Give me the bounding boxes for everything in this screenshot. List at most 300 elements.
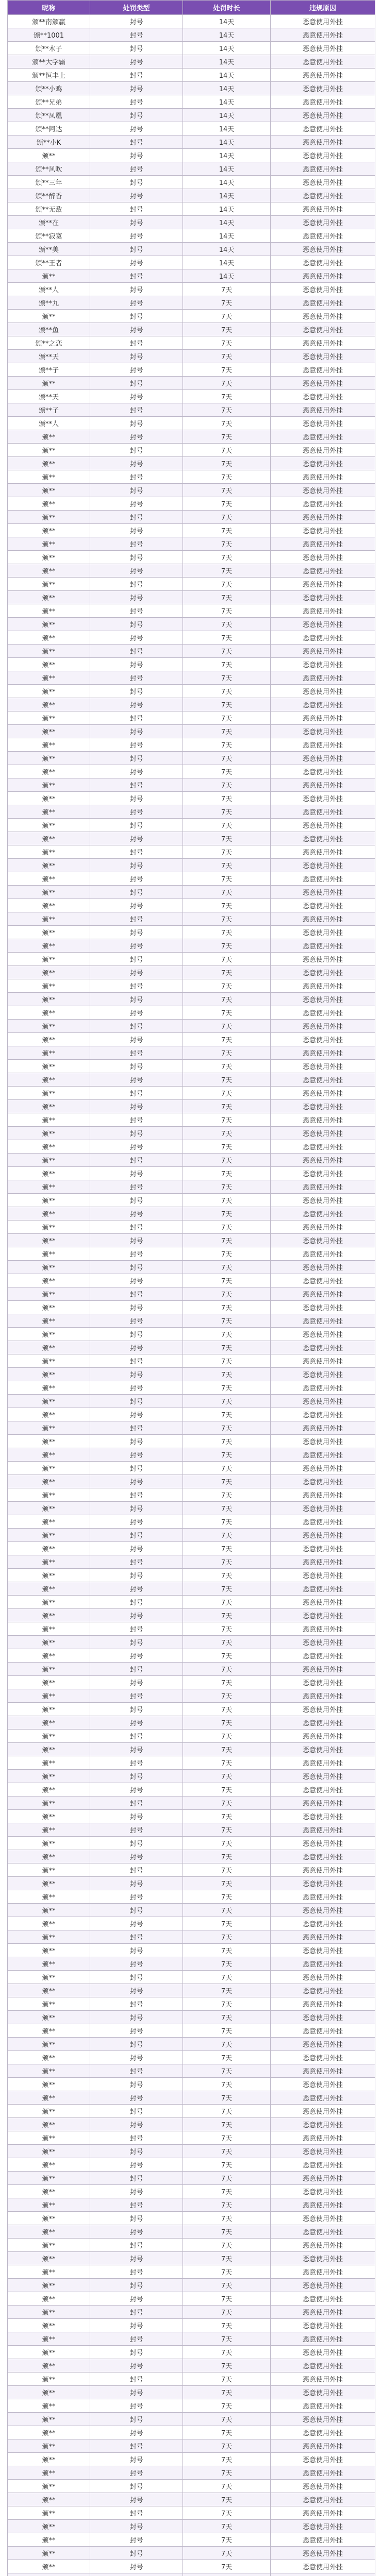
cell-nickname: 颁**	[8, 1234, 90, 1247]
cell-penalty-type: 封号	[90, 1984, 183, 1997]
cell-violation-reason: 恶意使用外挂	[271, 122, 375, 135]
cell-nickname: 颁**	[8, 1904, 90, 1917]
cell-violation-reason: 恶意使用外挂	[271, 2038, 375, 2051]
cell-violation-reason: 恶意使用外挂	[271, 2145, 375, 2158]
cell-penalty-duration: 7天	[183, 1368, 271, 1381]
table-row	[8, 1890, 375, 1904]
cell-violation-reason: 恶意使用外挂	[271, 1582, 375, 1596]
table-row	[8, 832, 375, 845]
cell-violation-reason: 恶意使用外挂	[271, 296, 375, 310]
cell-penalty-duration: 14天	[183, 149, 271, 162]
cell-nickname: 颁**	[8, 1770, 90, 1783]
cell-violation-reason: 恶意使用外挂	[271, 1609, 375, 1622]
cell-violation-reason: 恶意使用外挂	[271, 631, 375, 645]
cell-penalty-type: 封号	[90, 1997, 183, 2011]
cell-penalty-duration: 7天	[183, 2158, 271, 2172]
cell-penalty-duration: 7天	[183, 1984, 271, 1997]
cell-penalty-type: 封号	[90, 2185, 183, 2198]
table-row	[8, 2158, 375, 2172]
cell-penalty-type: 封号	[90, 1930, 183, 1944]
cell-penalty-duration: 7天	[183, 1033, 271, 1046]
cell-penalty-type: 封号	[90, 2560, 183, 2573]
cell-penalty-type: 封号	[90, 484, 183, 497]
table-row	[8, 162, 375, 176]
cell-penalty-type: 封号	[90, 698, 183, 711]
cell-penalty-duration: 7天	[183, 444, 271, 457]
cell-nickname: 颁**醉香	[8, 189, 90, 202]
cell-violation-reason: 恶意使用外挂	[271, 2051, 375, 2064]
cell-penalty-type: 封号	[90, 792, 183, 805]
cell-violation-reason: 恶意使用外挂	[271, 2547, 375, 2560]
table-row	[8, 1006, 375, 1020]
cell-penalty-duration: 7天	[183, 2265, 271, 2279]
table-row	[8, 524, 375, 537]
cell-penalty-type: 封号	[90, 1756, 183, 1770]
cell-penalty-type: 封号	[90, 511, 183, 524]
cell-penalty-duration: 7天	[183, 1515, 271, 1529]
table-row	[8, 2265, 375, 2279]
table-row	[8, 1582, 375, 1596]
cell-nickname: 颁**	[8, 1247, 90, 1261]
cell-penalty-duration: 7天	[183, 2239, 271, 2252]
cell-penalty-duration: 7天	[183, 2292, 271, 2306]
cell-penalty-type: 封号	[90, 1395, 183, 1408]
cell-violation-reason: 恶意使用外挂	[271, 1020, 375, 1033]
cell-penalty-duration: 7天	[183, 1154, 271, 1167]
cell-violation-reason: 恶意使用外挂	[271, 1890, 375, 1904]
table-row	[8, 457, 375, 470]
cell-penalty-duration: 7天	[183, 792, 271, 805]
cell-penalty-duration: 7天	[183, 1100, 271, 1113]
cell-penalty-type: 封号	[90, 2319, 183, 2332]
cell-nickname: 颁**	[8, 1622, 90, 1636]
cell-nickname: 颁**	[8, 1515, 90, 1529]
cell-penalty-duration: 7天	[183, 1328, 271, 1341]
table-row	[8, 430, 375, 444]
cell-violation-reason: 恶意使用外挂	[271, 189, 375, 202]
table-row	[8, 1435, 375, 1448]
cell-penalty-duration: 7天	[183, 1703, 271, 1716]
cell-nickname: 颁**	[8, 537, 90, 551]
cell-penalty-duration: 7天	[183, 1957, 271, 1971]
table-row	[8, 2306, 375, 2319]
cell-penalty-duration: 7天	[183, 1609, 271, 1622]
cell-penalty-duration: 7天	[183, 2024, 271, 2038]
cell-nickname: 颁**	[8, 1649, 90, 1663]
cell-penalty-duration: 7天	[183, 819, 271, 832]
cell-penalty-duration: 7天	[183, 1488, 271, 1502]
table-row	[8, 564, 375, 578]
table-row	[8, 778, 375, 792]
cell-penalty-type: 封号	[90, 1154, 183, 1167]
cell-nickname: 颁**	[8, 2547, 90, 2560]
cell-violation-reason: 恶意使用外挂	[271, 711, 375, 725]
cell-nickname: 颁**	[8, 711, 90, 725]
cell-violation-reason: 恶意使用外挂	[271, 953, 375, 966]
table-row	[8, 1863, 375, 1877]
cell-nickname: 颁**王者	[8, 256, 90, 269]
cell-violation-reason: 恶意使用外挂	[271, 2359, 375, 2372]
cell-penalty-type: 封号	[90, 591, 183, 604]
table-row	[8, 336, 375, 350]
cell-penalty-duration: 7天	[183, 1596, 271, 1609]
cell-penalty-duration: 7天	[183, 1502, 271, 1515]
cell-violation-reason: 恶意使用外挂	[271, 591, 375, 604]
table-header-row	[8, 1, 375, 15]
table-row	[8, 912, 375, 926]
cell-penalty-duration: 7天	[183, 1314, 271, 1328]
cell-nickname: 颁**	[8, 2426, 90, 2439]
cell-nickname: 颁**	[8, 1676, 90, 1689]
cell-nickname: 颁**	[8, 2011, 90, 2024]
cell-nickname: 颁**	[8, 1314, 90, 1328]
cell-penalty-type: 封号	[90, 403, 183, 417]
table-row	[8, 2024, 375, 2038]
cell-violation-reason: 恶意使用外挂	[271, 1837, 375, 1850]
cell-penalty-type: 封号	[90, 819, 183, 832]
cell-penalty-duration: 7天	[183, 1850, 271, 1863]
table-row	[8, 1113, 375, 1127]
cell-penalty-duration: 7天	[183, 1020, 271, 1033]
cell-violation-reason: 恶意使用外挂	[271, 1797, 375, 1810]
table-row	[8, 1917, 375, 1930]
cell-penalty-duration: 14天	[183, 135, 271, 149]
table-row	[8, 2051, 375, 2064]
cell-violation-reason: 恶意使用外挂	[271, 1221, 375, 1234]
cell-penalty-type: 封号	[90, 1073, 183, 1087]
cell-penalty-type: 封号	[90, 1770, 183, 1783]
cell-penalty-type: 封号	[90, 671, 183, 685]
cell-violation-reason: 恶意使用外挂	[271, 2158, 375, 2172]
cell-penalty-duration: 7天	[183, 1087, 271, 1100]
cell-violation-reason: 恶意使用外挂	[271, 792, 375, 805]
table-row	[8, 256, 375, 269]
cell-penalty-type: 封号	[90, 2158, 183, 2172]
cell-nickname: 颁**	[8, 993, 90, 1006]
cell-violation-reason: 恶意使用外挂	[271, 899, 375, 912]
table-row	[8, 1328, 375, 1341]
cell-penalty-type: 封号	[90, 1703, 183, 1716]
table-row	[8, 2413, 375, 2426]
cell-penalty-duration: 7天	[183, 658, 271, 671]
cell-penalty-type: 封号	[90, 1917, 183, 1930]
cell-penalty-type: 封号	[90, 82, 183, 95]
cell-penalty-duration: 7天	[183, 1756, 271, 1770]
cell-penalty-duration: 7天	[183, 1863, 271, 1877]
cell-penalty-duration: 7天	[183, 1542, 271, 1555]
cell-violation-reason: 恶意使用外挂	[271, 55, 375, 69]
cell-nickname: 颁**	[8, 2346, 90, 2359]
cell-penalty-type: 封号	[90, 2413, 183, 2426]
table-row	[8, 1716, 375, 1730]
table-row	[8, 82, 375, 95]
cell-penalty-type: 封号	[90, 390, 183, 403]
cell-nickname: 颁**	[8, 1596, 90, 1609]
table-row	[8, 323, 375, 336]
cell-violation-reason: 恶意使用外挂	[271, 1073, 375, 1087]
cell-penalty-duration: 7天	[183, 2547, 271, 2560]
cell-penalty-duration: 7天	[183, 966, 271, 979]
cell-violation-reason: 恶意使用外挂	[271, 1328, 375, 1341]
cell-violation-reason: 恶意使用外挂	[271, 1046, 375, 1060]
cell-penalty-type: 封号	[90, 1636, 183, 1649]
cell-nickname: 颁**	[8, 698, 90, 711]
cell-violation-reason: 恶意使用外挂	[271, 2332, 375, 2346]
cell-penalty-duration: 7天	[183, 1783, 271, 1797]
cell-penalty-type: 封号	[90, 966, 183, 979]
cell-penalty-duration: 7天	[183, 2172, 271, 2185]
cell-violation-reason: 恶意使用外挂	[271, 1234, 375, 1247]
cell-nickname: 颁**	[8, 2506, 90, 2520]
cell-penalty-type: 封号	[90, 202, 183, 216]
cell-penalty-type: 封号	[90, 256, 183, 269]
table-row	[8, 363, 375, 377]
cell-violation-reason: 恶意使用外挂	[271, 135, 375, 149]
cell-penalty-duration: 7天	[183, 1060, 271, 1073]
cell-violation-reason: 恶意使用外挂	[271, 1261, 375, 1274]
cell-violation-reason: 恶意使用外挂	[271, 363, 375, 377]
cell-violation-reason: 恶意使用外挂	[271, 1274, 375, 1287]
cell-nickname: 颁**三年	[8, 176, 90, 189]
table-row	[8, 2292, 375, 2306]
table-row	[8, 1984, 375, 1997]
cell-nickname: 颁**	[8, 1381, 90, 1395]
cell-penalty-duration: 7天	[183, 551, 271, 564]
cell-penalty-type: 封号	[90, 122, 183, 135]
cell-penalty-type: 封号	[90, 912, 183, 926]
table-row	[8, 711, 375, 725]
cell-penalty-type: 封号	[90, 363, 183, 377]
cell-violation-reason: 恶意使用外挂	[271, 497, 375, 511]
cell-penalty-duration: 7天	[183, 430, 271, 444]
cell-nickname: 颁**	[8, 2319, 90, 2332]
table-row	[8, 135, 375, 149]
cell-penalty-type: 封号	[90, 1475, 183, 1488]
table-row	[8, 1341, 375, 1354]
table-row	[8, 2118, 375, 2131]
cell-penalty-type: 封号	[90, 2011, 183, 2024]
cell-penalty-type: 封号	[90, 2533, 183, 2547]
cell-penalty-duration: 7天	[183, 2493, 271, 2506]
cell-nickname: 颁**子	[8, 403, 90, 417]
cell-penalty-type	[90, 2573, 183, 2576]
table-row	[8, 2011, 375, 2024]
cell-nickname: 颁**	[8, 1060, 90, 1073]
cell-penalty-duration: 7天	[183, 1475, 271, 1488]
cell-penalty-type: 封号	[90, 430, 183, 444]
cell-penalty-type: 封号	[90, 2091, 183, 2105]
table-row	[8, 202, 375, 216]
cell-penalty-type: 封号	[90, 1582, 183, 1596]
table-row	[8, 1596, 375, 1609]
table-row	[8, 1904, 375, 1917]
cell-violation-reason: 恶意使用外挂	[271, 470, 375, 484]
cell-violation-reason: 恶意使用外挂	[271, 109, 375, 122]
cell-penalty-duration: 7天	[183, 296, 271, 310]
table-row	[8, 1421, 375, 1435]
cell-penalty-type: 封号	[90, 2386, 183, 2399]
cell-penalty-type: 封号	[90, 1730, 183, 1743]
table-row	[8, 1756, 375, 1770]
cell-penalty-duration: 14天	[183, 162, 271, 176]
cell-penalty-type: 封号	[90, 872, 183, 886]
table-row	[8, 2131, 375, 2145]
cell-violation-reason: 恶意使用外挂	[271, 1636, 375, 1649]
cell-nickname: 颁**南颁赢	[8, 15, 90, 28]
table-row	[8, 1194, 375, 1207]
cell-nickname: 颁**	[8, 457, 90, 470]
cell-penalty-duration: 7天	[183, 1930, 271, 1944]
cell-violation-reason: 恶意使用外挂	[271, 1649, 375, 1663]
table-row	[8, 698, 375, 711]
cell-penalty-type: 封号	[90, 2279, 183, 2292]
cell-penalty-duration: 14天	[183, 122, 271, 135]
cell-violation-reason: 恶意使用外挂	[271, 2453, 375, 2466]
cell-penalty-duration: 7天	[183, 1180, 271, 1194]
cell-penalty-type: 封号	[90, 1221, 183, 1234]
cell-penalty-type: 封号	[90, 1100, 183, 1113]
cell-penalty-duration: 7天	[183, 390, 271, 403]
cell-violation-reason: 恶意使用外挂	[271, 1863, 375, 1877]
cell-penalty-duration: 7天	[183, 1837, 271, 1850]
cell-penalty-type: 封号	[90, 2265, 183, 2279]
cell-violation-reason: 恶意使用外挂	[271, 1207, 375, 1221]
cell-penalty-type: 封号	[90, 135, 183, 149]
table-row	[8, 1636, 375, 1649]
cell-nickname: 颁**	[8, 551, 90, 564]
cell-violation-reason: 恶意使用外挂	[271, 1354, 375, 1368]
cell-penalty-duration: 7天	[183, 2359, 271, 2372]
cell-penalty-type: 封号	[90, 658, 183, 671]
table-row	[8, 1783, 375, 1797]
cell-penalty-duration: 7天	[183, 912, 271, 926]
cell-violation-reason: 恶意使用外挂	[271, 886, 375, 899]
cell-penalty-type: 封号	[90, 1877, 183, 1890]
cell-penalty-duration: 7天	[183, 805, 271, 819]
table-row	[8, 484, 375, 497]
cell-penalty-duration: 14天	[183, 109, 271, 122]
cell-nickname: 颁**	[8, 1100, 90, 1113]
cell-nickname: 颁**	[8, 564, 90, 578]
table-row	[8, 1087, 375, 1100]
table-row	[8, 1877, 375, 1890]
cell-violation-reason: 恶意使用外挂	[271, 1113, 375, 1127]
cell-penalty-type: 封号	[90, 95, 183, 109]
cell-violation-reason: 恶意使用外挂	[271, 1904, 375, 1917]
cell-violation-reason: 恶意使用外挂	[271, 765, 375, 778]
cell-penalty-type: 封号	[90, 2024, 183, 2038]
table-row	[8, 55, 375, 69]
cell-nickname: 颁**	[8, 444, 90, 457]
cell-violation-reason: 恶意使用外挂	[271, 149, 375, 162]
cell-nickname: 颁**	[8, 2399, 90, 2413]
cell-penalty-type: 封号	[90, 1140, 183, 1154]
table-row	[8, 216, 375, 229]
cell-nickname: 颁**	[8, 671, 90, 685]
cell-violation-reason: 恶意使用外挂	[271, 979, 375, 993]
cell-nickname: 颁**	[8, 1180, 90, 1194]
cell-penalty-type: 封号	[90, 618, 183, 631]
cell-penalty-duration: 7天	[183, 2198, 271, 2212]
cell-penalty-type: 封号	[90, 229, 183, 243]
cell-violation-reason: 恶意使用外挂	[271, 2466, 375, 2480]
cell-nickname: 颁**	[8, 1006, 90, 1020]
cell-penalty-duration: 7天	[183, 2078, 271, 2091]
cell-violation-reason: 恶意使用外挂	[271, 2212, 375, 2225]
cell-penalty-duration: 7天	[183, 1234, 271, 1247]
cell-violation-reason: 恶意使用外挂	[271, 2560, 375, 2573]
cell-penalty-duration: 7天	[183, 1810, 271, 1823]
cell-penalty-type: 封号	[90, 1462, 183, 1475]
cell-violation-reason: 恶意使用外挂	[271, 2118, 375, 2131]
cell-violation-reason: 恶意使用外挂	[271, 1247, 375, 1261]
cell-nickname: 颁**	[8, 1957, 90, 1971]
cell-violation-reason: 恶意使用外挂	[271, 1100, 375, 1113]
cell-nickname: 颁**	[8, 1529, 90, 1542]
cell-nickname: 颁**	[8, 2038, 90, 2051]
cell-penalty-type: 封号	[90, 1944, 183, 1957]
cell-penalty-duration: 7天	[183, 604, 271, 618]
table-row	[8, 403, 375, 417]
cell-penalty-duration: 7天	[183, 939, 271, 953]
cell-violation-reason: 恶意使用外挂	[271, 2064, 375, 2078]
table-row	[8, 2466, 375, 2480]
cell-violation-reason: 恶意使用外挂	[271, 859, 375, 872]
cell-violation-reason: 恶意使用外挂	[271, 618, 375, 631]
cell-penalty-duration: 14天	[183, 69, 271, 82]
table-row	[8, 2225, 375, 2239]
cell-penalty-duration: 7天	[183, 2131, 271, 2145]
table-row	[8, 1797, 375, 1810]
cell-penalty-duration: 7天	[183, 2145, 271, 2158]
cell-nickname: 颁**	[8, 2306, 90, 2319]
cell-penalty-duration: 7天	[183, 1006, 271, 1020]
table-row	[8, 1408, 375, 1421]
cell-penalty-type: 封号	[90, 1408, 183, 1421]
cell-violation-reason: 恶意使用外挂	[271, 1756, 375, 1770]
cell-penalty-duration: 7天	[183, 1649, 271, 1663]
cell-nickname: 颁**美	[8, 243, 90, 256]
cell-nickname: 颁**	[8, 1207, 90, 1221]
cell-violation-reason: 恶意使用外挂	[271, 1971, 375, 1984]
cell-penalty-duration: 7天	[183, 993, 271, 1006]
cell-violation-reason: 恶意使用外挂	[271, 537, 375, 551]
table-row	[8, 377, 375, 390]
table-body	[8, 15, 375, 2576]
cell-nickname: 颁**	[8, 1850, 90, 1863]
cell-penalty-duration: 7天	[183, 765, 271, 778]
cell-penalty-duration: 7天	[183, 1971, 271, 1984]
cell-penalty-duration: 14天	[183, 216, 271, 229]
cell-violation-reason: 恶意使用外挂	[271, 698, 375, 711]
cell-nickname: 颁**	[8, 2292, 90, 2306]
cell-penalty-duration: 14天	[183, 189, 271, 202]
cell-penalty-type: 封号	[90, 1890, 183, 1904]
cell-penalty-type: 封号	[90, 551, 183, 564]
table-row	[8, 1127, 375, 1140]
cell-penalty-duration: 7天	[183, 1676, 271, 1689]
table-row	[8, 1301, 375, 1314]
table-row	[8, 176, 375, 189]
cell-penalty-duration: 7天	[183, 2225, 271, 2239]
cell-violation-reason: 恶意使用外挂	[271, 1730, 375, 1743]
cell-nickname: 颁**	[8, 524, 90, 537]
cell-violation-reason: 恶意使用外挂	[271, 484, 375, 497]
table-row	[8, 2239, 375, 2252]
cell-penalty-duration: 7天	[183, 1435, 271, 1448]
cell-nickname: 颁**	[8, 1971, 90, 1984]
cell-violation-reason: 恶意使用外挂	[271, 1770, 375, 1783]
